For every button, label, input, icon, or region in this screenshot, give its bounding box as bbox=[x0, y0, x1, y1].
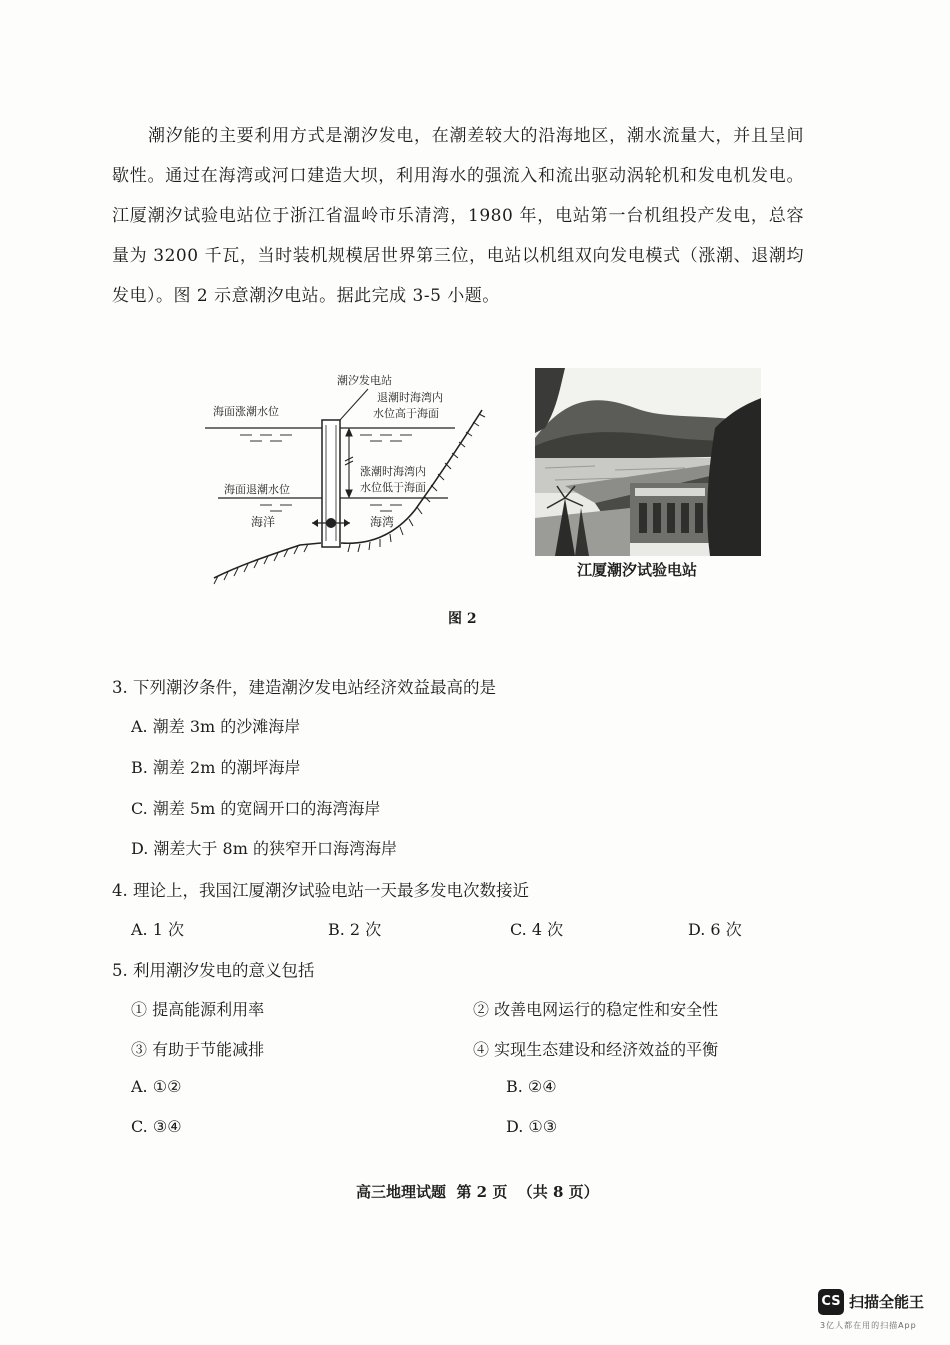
ebb-note-line2: 水位高于海面 bbox=[373, 407, 439, 420]
figure-caption: 图 2 bbox=[448, 611, 477, 627]
question-5-option-c[interactable]: C. ③④ bbox=[131, 1117, 182, 1136]
watermark-brand: 扫描全能王 bbox=[849, 1293, 925, 1311]
tidal-station-diagram bbox=[200, 365, 500, 590]
question-4-option-c[interactable]: C. 4 次 bbox=[510, 920, 564, 939]
page-footer: 高三地理试题 第 2 页 （共 8 页） bbox=[356, 1183, 599, 1201]
tide-range-arrow bbox=[345, 429, 353, 497]
question-4-stem: 4. 理论上，我国江厦潮汐试验电站一天最多发电次数接近 bbox=[112, 881, 529, 900]
station-photo bbox=[535, 368, 761, 556]
intro-line: 江厦潮汐试验电站位于浙江省温岭市乐清湾，1980 年，电站第一台机组投产发电，总容 bbox=[112, 206, 804, 226]
high-tide-label: 海面涨潮水位 bbox=[213, 405, 279, 418]
bay-label: 海湾 bbox=[370, 515, 395, 529]
intro-line: 歇性。通过在海湾或河口建造大坝，利用海水的强流入和流出驱动涡轮机和发电机发电。 bbox=[112, 166, 804, 186]
low-tide-label: 海面退潮水位 bbox=[224, 483, 290, 496]
question-4-option-d[interactable]: D. 6 次 bbox=[688, 920, 742, 939]
flood-note-line2: 水位低于海面 bbox=[360, 481, 426, 494]
question-5-option-d[interactable]: D. ①③ bbox=[506, 1117, 558, 1136]
ebb-note-line1: 退潮时海湾内 bbox=[377, 391, 443, 404]
question-5-statement-1: ① 提高能源利用率 bbox=[131, 1000, 265, 1019]
question-5-stem: 5. 利用潮汐发电的意义包括 bbox=[112, 961, 315, 980]
question-3-option-b[interactable]: B. 潮差 2m 的潮坪海岸 bbox=[131, 758, 301, 777]
station-label: 潮汐发电站 bbox=[337, 374, 392, 387]
question-3-option-c[interactable]: C. 潮差 5m 的宽阔开口的海湾海岸 bbox=[131, 799, 381, 818]
camscanner-logo-icon: CS bbox=[818, 1289, 844, 1315]
turbine-icon bbox=[312, 518, 350, 528]
question-3-option-a[interactable]: A. 潮差 3m 的沙滩海岸 bbox=[131, 717, 301, 736]
photo-caption: 江厦潮汐试验电站 bbox=[577, 561, 698, 579]
question-4-option-a[interactable]: A. 1 次 bbox=[131, 920, 184, 939]
watermark-tagline: 3亿人都在用的扫描App bbox=[820, 1321, 917, 1330]
intro-paragraph bbox=[112, 116, 804, 316]
question-5-option-a[interactable]: A. ①② bbox=[131, 1077, 182, 1096]
question-4-option-b[interactable]: B. 2 次 bbox=[328, 920, 382, 939]
question-5-statement-4: ④ 实现生态建设和经济效益的平衡 bbox=[473, 1040, 719, 1059]
question-3-stem: 3. 下列潮汐条件，建造潮汐发电站经济效益最高的是 bbox=[112, 678, 496, 697]
intro-line: 发电）。图 2 示意潮汐电站。据此完成 3-5 小题。 bbox=[112, 286, 500, 306]
flood-note-line1: 涨潮时海湾内 bbox=[360, 465, 426, 478]
intro-line: 潮汐能的主要利用方式是潮汐发电，在潮差较大的沿海地区，潮水流量大，并且呈间 bbox=[148, 126, 804, 146]
station-pointer bbox=[340, 389, 368, 420]
question-5-option-b[interactable]: B. ②④ bbox=[506, 1077, 557, 1096]
question-3-option-d[interactable]: D. 潮差大于 8m 的狭窄开口海湾海岸 bbox=[131, 839, 397, 858]
intro-line: 量为 3200 千瓦，当时装机规模居世界第三位，电站以机组双向发电模式（涨潮、退潮均 bbox=[112, 246, 804, 266]
ocean-label: 海洋 bbox=[251, 515, 276, 529]
question-5-statement-2: ② 改善电网运行的稳定性和安全性 bbox=[473, 1000, 719, 1019]
question-5-statement-3: ③ 有助于节能减排 bbox=[131, 1040, 265, 1059]
